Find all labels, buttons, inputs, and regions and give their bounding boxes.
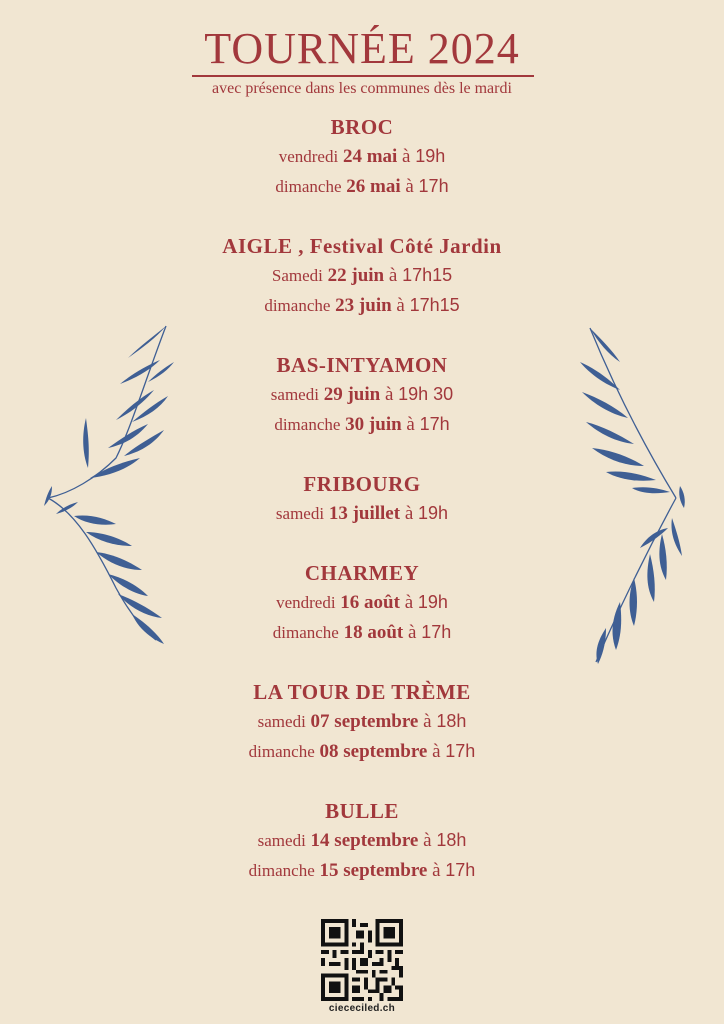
at: à	[404, 503, 414, 524]
at: à	[404, 592, 414, 613]
time: 19h 30	[398, 384, 454, 404]
venue-name: LA TOUR DE TRÈME	[253, 680, 471, 704]
at: à	[402, 146, 411, 167]
day: samedi	[270, 385, 319, 404]
venue-name: CHARMEY	[304, 561, 420, 585]
qr-code-icon	[321, 919, 403, 1001]
time: 19h	[415, 146, 446, 166]
date: 14 septembre	[310, 830, 419, 851]
date-line	[0, 261, 724, 291]
date-line	[0, 291, 724, 321]
venue-name: FRIBOURG	[303, 472, 421, 496]
time: 17h	[445, 859, 476, 880]
at: à	[384, 384, 394, 405]
at: à	[388, 265, 398, 286]
at: à	[408, 621, 417, 643]
time: 19h	[418, 503, 449, 523]
date: 13 juillet	[328, 503, 401, 524]
at: à	[423, 711, 432, 732]
at: à	[432, 859, 441, 881]
at: à	[405, 175, 414, 197]
day: dimanche	[275, 176, 342, 196]
date: 08 septembre	[319, 740, 428, 762]
day: samedi	[275, 504, 325, 523]
date: 26 mai	[346, 175, 401, 197]
day: dimanche	[264, 295, 331, 315]
time: 17h	[418, 175, 449, 196]
time: 17h15	[402, 265, 453, 285]
date-line	[0, 856, 724, 886]
venue-name: BROC	[330, 115, 394, 139]
date-line	[0, 826, 724, 856]
page-subtitle: avec présence dans les communes dès le mardi	[212, 80, 512, 97]
at: à	[396, 294, 405, 316]
date: 22 juin	[327, 265, 385, 286]
date-line	[0, 142, 724, 172]
date-line	[0, 172, 724, 202]
time: 17h	[445, 740, 476, 761]
at: à	[432, 740, 441, 762]
time: 18h	[436, 830, 467, 850]
time: 17h15	[409, 294, 460, 315]
day: dimanche	[248, 860, 315, 880]
page-title: TOURNÉE 2024	[204, 24, 520, 73]
day: dimanche	[272, 622, 339, 642]
leaf-branch-icon	[36, 318, 186, 648]
venue-block	[0, 677, 724, 766]
day: dimanche	[248, 741, 315, 761]
date-line	[0, 707, 724, 737]
venue-block	[0, 231, 724, 320]
date: 30 juin	[345, 413, 402, 435]
day: samedi	[257, 831, 306, 850]
day: Samedi	[271, 266, 323, 285]
venue-name: BULLE	[325, 799, 399, 823]
at: à	[423, 830, 432, 851]
date: 24 mai	[342, 146, 398, 167]
date: 29 juin	[323, 384, 381, 405]
day: samedi	[257, 712, 306, 731]
day: dimanche	[274, 414, 341, 434]
date: 16 août	[340, 592, 400, 613]
time: 17h	[421, 621, 452, 642]
website-caption: ciececiled.ch	[328, 1003, 396, 1014]
date: 18 août	[343, 621, 404, 643]
at: à	[406, 413, 415, 435]
date-line	[0, 737, 724, 767]
venue-name: BAS-INTYAMON	[276, 353, 448, 377]
venue-block	[0, 796, 724, 885]
venue-name: AIGLE , Festival Côté Jardin	[222, 234, 502, 258]
venue-block	[0, 112, 724, 201]
time: 17h	[419, 413, 450, 434]
date: 15 septembre	[319, 859, 428, 881]
day: vendredi	[278, 147, 339, 166]
day: vendredi	[276, 593, 336, 612]
time: 18h	[436, 711, 467, 731]
leaf-branch-icon	[572, 322, 697, 667]
date: 23 juin	[335, 294, 392, 316]
date: 07 septembre	[310, 711, 419, 732]
time: 19h	[417, 592, 448, 612]
